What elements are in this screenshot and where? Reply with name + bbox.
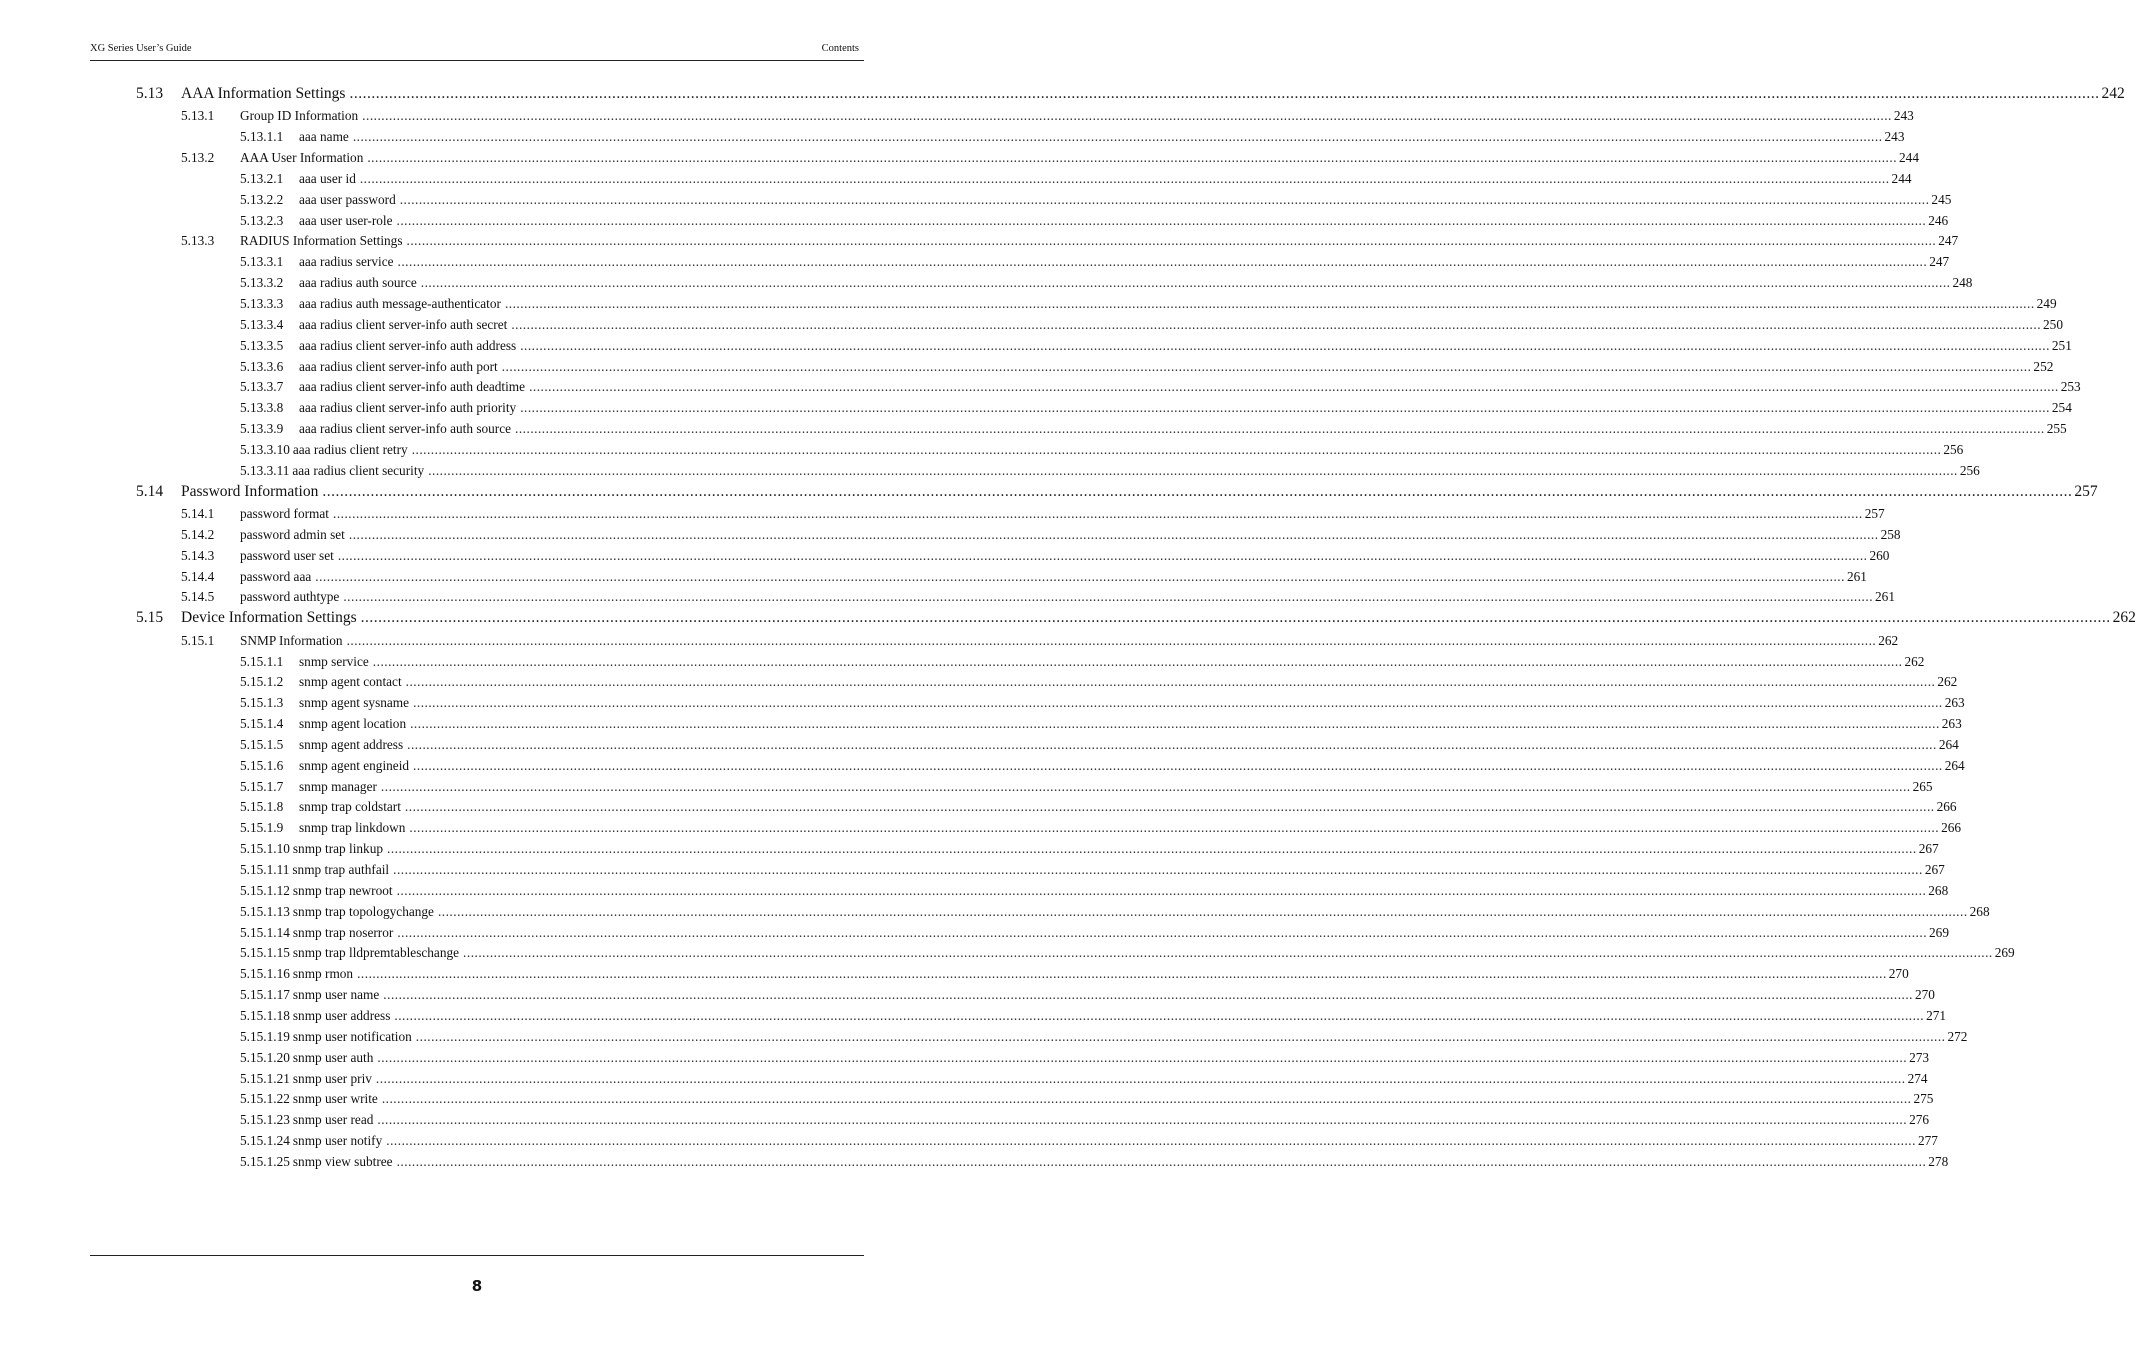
toc-entry-page: 253 <box>2060 379 2081 395</box>
page-number: 8 <box>471 1277 483 1295</box>
toc-entry-title: snmp user write <box>292 1091 378 1107</box>
toc-entry-title: snmp user read <box>292 1112 374 1128</box>
toc-entry-title: snmp trap newroot <box>292 882 393 898</box>
page-header <box>90 42 864 61</box>
toc-entry-title: AAA User Information <box>240 150 364 165</box>
toc-entry[interactable] <box>181 526 1901 543</box>
toc-entry[interactable] <box>240 129 1905 145</box>
toc-dot-leader: ................................................................................................................................................................................................................................................................................................................................................................................................................ <box>343 589 1874 605</box>
toc-entry-page: 250 <box>2043 316 2063 332</box>
toc-entry[interactable] <box>240 296 2057 312</box>
toc-entry[interactable] <box>240 736 1959 753</box>
toc-entry-number: 5.15.1.12 <box>240 882 290 898</box>
toc-entry-title: snmp user notification <box>292 1028 412 1044</box>
toc-entry-page: 261 <box>1846 568 1867 584</box>
toc-entry-page: 252 <box>2033 358 2054 374</box>
toc-entry-title: aaa user password <box>299 191 396 207</box>
toc-entry[interactable] <box>240 421 2067 437</box>
toc-dot-leader: ................................................................................................................................................................................................................................................................................................................................................................................................................ <box>420 275 1951 291</box>
toc-entry[interactable] <box>240 1112 1930 1128</box>
toc-entry-title: password authtype <box>240 589 340 605</box>
toc-entry-page: 243 <box>1884 129 1905 145</box>
toc-dot-leader: ................................................................................................................................................................................................................................................................................................................................................................................................................ <box>383 987 1913 1003</box>
toc-entry-number: 5.15.1.11 <box>240 862 290 877</box>
toc-entry-page: 256 <box>1959 462 1980 478</box>
document-title: XG Series User’s Guide <box>90 43 192 54</box>
toc-dot-leader: ................................................................................................................................................................................................................................................................................................................................................................................................................ <box>504 296 2035 311</box>
toc-entry-page: 265 <box>1912 778 1933 794</box>
toc-dot-leader: ................................................................................................................................................................................................................................................................................................................................................................................................................ <box>415 1028 1946 1044</box>
toc-entry[interactable] <box>240 191 1952 208</box>
toc-entry-page: 268 <box>1969 903 1990 919</box>
toc-entry-number: 5.13.3.10 <box>240 442 290 457</box>
toc-entry-page: 266 <box>1941 820 1962 836</box>
toc-entry-number: 5.15.1.17 <box>240 987 290 1003</box>
toc-dot-leader: ................................................................................................................................................................................................................................................................................................................................................................................................................ <box>393 862 1923 877</box>
toc-entry[interactable] <box>240 945 2015 961</box>
toc-entry[interactable] <box>240 1049 1930 1066</box>
toc-dot-leader: ................................................................................................................................................................................................................................................................................................................................................................................................................ <box>348 526 1879 542</box>
toc-entry-page: 262 <box>1904 653 1925 669</box>
toc-entry-page: 262 <box>1878 632 1899 648</box>
toc-entry-page: 274 <box>1907 1070 1928 1086</box>
toc-entry-page: 258 <box>1880 526 1901 542</box>
toc-entry-number: 5.13.2.3 <box>240 212 284 228</box>
toc-entry[interactable] <box>240 820 1962 836</box>
toc-dot-leader: ................................................................................................................................................................................................................................................................................................................................................................................................................ <box>349 85 2100 102</box>
toc-dot-leader: ................................................................................................................................................................................................................................................................................................................................................................................................................ <box>409 820 1940 836</box>
toc-entry-title: aaa radius client security <box>292 462 425 478</box>
toc-entry-number: 5.15.1.3 <box>240 695 284 711</box>
toc-entry-title: snmp manager <box>299 778 377 794</box>
toc-entry[interactable] <box>240 170 1912 187</box>
toc-entry-number: 5.13.3.11 <box>240 462 290 478</box>
toc-entry[interactable] <box>240 674 1958 690</box>
toc-entry-page: 270 <box>1914 987 1935 1003</box>
toc-dot-leader: ................................................................................................................................................................................................................................................................................................................................................................................................................ <box>515 421 2045 437</box>
toc-entry-page: 264 <box>1944 757 1965 773</box>
toc-entry-title: snmp user notify <box>292 1133 383 1148</box>
toc-entry-title: snmp agent address <box>299 736 404 752</box>
toc-dot-leader: ................................................................................................................................................................................................................................................................................................................................................................................................................ <box>404 799 1935 815</box>
toc-entry-title: snmp agent engineid <box>299 757 410 773</box>
toc-entry-number: 5.13.3.1 <box>240 254 284 270</box>
toc-entry-number: 5.15.1.21 <box>240 1070 290 1086</box>
toc-dot-leader: ................................................................................................................................................................................................................................................................................................................................................................................................................ <box>520 400 2050 416</box>
toc-dot-leader: ................................................................................................................................................................................................................................................................................................................................................................................................................ <box>410 716 1940 731</box>
toc-entry[interactable] <box>181 150 1919 166</box>
toc-entry-number: 5.13.3.3 <box>240 296 284 311</box>
toc-entry-number: 5.15.1.15 <box>240 945 290 961</box>
toc-entry-number: 5.13.3.8 <box>240 400 284 416</box>
toc-dot-leader: ................................................................................................................................................................................................................................................................................................................................................................................................................ <box>372 653 1903 669</box>
toc-entry-number: 5.14 <box>136 482 164 500</box>
toc-entry-title: Password Information <box>181 482 319 500</box>
toc-entry-page: 278 <box>1928 1153 1949 1169</box>
toc-entry[interactable] <box>240 799 1957 815</box>
toc-entry-page: 269 <box>1994 945 2015 961</box>
toc-dot-leader: ................................................................................................................................................................................................................................................................................................................................................................................................................ <box>322 482 2073 500</box>
toc-dot-leader: ................................................................................................................................................................................................................................................................................................................................................................................................................ <box>407 736 1937 752</box>
toc-entry[interactable] <box>240 254 1950 270</box>
toc-entry-page: 266 <box>1936 799 1957 815</box>
toc-dot-leader: ................................................................................................................................................................................................................................................................................................................................................................................................................ <box>428 462 1958 478</box>
toc-entry-number: 5.14.3 <box>181 547 215 563</box>
toc-entry-page: 248 <box>1952 275 1973 291</box>
toc-entry[interactable] <box>240 462 1980 479</box>
toc-dot-leader: ................................................................................................................................................................................................................................................................................................................................................................................................................ <box>386 1133 1916 1148</box>
toc-entry-title: aaa radius client server-info auth priority <box>299 400 517 416</box>
toc-entry[interactable] <box>240 1153 1949 1170</box>
toc-entry[interactable] <box>240 1091 1934 1107</box>
toc-entry-number: 5.13.3.6 <box>240 358 284 374</box>
toc-entry-title: aaa radius client server-info auth address <box>299 337 517 353</box>
toc-entry-number: 5.15.1.7 <box>240 778 284 794</box>
toc-entry-number: 5.15.1.8 <box>240 799 284 815</box>
toc-entry-title: aaa radius client retry <box>292 442 408 457</box>
toc-entry-number: 5.13.1 <box>181 108 215 124</box>
toc-entry[interactable] <box>240 358 2054 375</box>
toc-entry-title: SNMP Information <box>240 632 343 648</box>
toc-dot-leader: ................................................................................................................................................................................................................................................................................................................................................................................................................ <box>463 945 1993 961</box>
toc-entry-page: 249 <box>2036 296 2057 311</box>
toc-dot-leader: ................................................................................................................................................................................................................................................................................................................................................................................................................ <box>437 903 1968 919</box>
toc-entry[interactable] <box>181 632 1899 649</box>
toc-entry-page: 244 <box>1899 150 1919 165</box>
toc-entry-page: 272 <box>1947 1028 1968 1044</box>
toc-dot-leader: ................................................................................................................................................................................................................................................................................................................................................................................................................ <box>360 609 2111 627</box>
toc-entry-title: aaa radius client server-info auth source <box>299 421 512 437</box>
toc-entry-page: 260 <box>1869 547 1890 563</box>
toc-entry-page: 262 <box>2112 609 2136 627</box>
toc-entry[interactable] <box>240 882 1949 899</box>
toc-dot-leader: ................................................................................................................................................................................................................................................................................................................................................................................................................ <box>377 1049 1908 1065</box>
toc-entry-page: 262 <box>1937 674 1958 690</box>
toc-entry-page: 247 <box>1929 254 1950 270</box>
toc-entry-number: 5.15.1.18 <box>240 1007 290 1023</box>
toc-entry-title: snmp service <box>299 653 369 669</box>
toc-entry-title: password user set <box>240 547 334 563</box>
toc-entry-page: 270 <box>1888 966 1909 982</box>
toc-entry-page: 244 <box>1891 170 1912 186</box>
toc-entry-number: 5.15.1.22 <box>240 1091 290 1107</box>
toc-entry-title: aaa radius client server-info auth deadtime <box>299 379 526 395</box>
toc-dot-leader: ................................................................................................................................................................................................................................................................................................................................................................................................................ <box>357 966 1887 982</box>
toc-entry[interactable] <box>240 695 1965 711</box>
toc-entry-title: snmp trap lldpremtableschange <box>292 945 460 961</box>
toc-entry[interactable] <box>240 1133 1938 1149</box>
toc-entry-title: aaa radius client server-info auth secret <box>299 316 508 332</box>
toc-entry-page: 277 <box>1917 1133 1938 1148</box>
toc-entry-page: 271 <box>1926 1007 1947 1023</box>
toc-entry[interactable] <box>240 987 1935 1003</box>
toc-entry-page: 256 <box>1943 442 1964 457</box>
toc-entry[interactable] <box>240 924 1949 941</box>
toc-entry[interactable] <box>136 609 2136 627</box>
toc-dot-leader: ................................................................................................................................................................................................................................................................................................................................................................................................................ <box>337 547 1868 563</box>
toc-dot-leader: ................................................................................................................................................................................................................................................................................................................................................................................................................ <box>333 506 1863 521</box>
toc-entry-title: snmp user address <box>292 1007 391 1023</box>
toc-dot-leader: ................................................................................................................................................................................................................................................................................................................................................................................................................ <box>413 695 1943 711</box>
toc-entry-title: Group ID Information <box>240 108 359 124</box>
toc-entry-number: 5.14.2 <box>181 526 215 542</box>
toc-entry-title: snmp agent sysname <box>299 695 410 711</box>
toc-entry-title: snmp user priv <box>292 1070 372 1086</box>
toc-entry-title: snmp trap topologychange <box>292 903 434 919</box>
toc-entry-title: snmp user auth <box>292 1049 374 1065</box>
toc-entry-number: 5.13.3.5 <box>240 337 284 353</box>
toc-entry[interactable] <box>240 653 1925 670</box>
toc-entry-page: 276 <box>1909 1112 1930 1128</box>
toc-entry-title: password admin set <box>240 526 345 542</box>
toc-entry-title: password format <box>240 506 329 521</box>
toc-dot-leader: ................................................................................................................................................................................................................................................................................................................................................................................................................ <box>359 170 1890 186</box>
toc-entry[interactable] <box>240 337 2072 354</box>
toc-entry[interactable] <box>240 275 1973 291</box>
toc-entry-number: 5.13.2 <box>181 150 215 165</box>
toc-entry-number: 5.13.3.2 <box>240 275 284 291</box>
toc-entry-page: 273 <box>1909 1049 1930 1065</box>
toc-dot-leader: ................................................................................................................................................................................................................................................................................................................................................................................................................ <box>397 254 1928 270</box>
toc-dot-leader: ................................................................................................................................................................................................................................................................................................................................................................................................................ <box>375 1070 1906 1086</box>
toc-entry-title: aaa user id <box>299 170 356 186</box>
toc-entry-number: 5.15.1.4 <box>240 716 284 731</box>
toc-entry-number: 5.13 <box>136 85 164 102</box>
toc-entry-page: 243 <box>1893 108 1914 124</box>
toc-entry-number: 5.15.1.16 <box>240 966 290 982</box>
toc-dot-leader: ................................................................................................................................................................................................................................................................................................................................................................................................................ <box>413 757 1943 773</box>
toc-entry-number: 5.13.3 <box>181 233 215 249</box>
toc-entry-title: aaa radius client server-info auth port <box>299 358 498 374</box>
toc-dot-leader: ................................................................................................................................................................................................................................................................................................................................................................................................................ <box>362 108 1892 124</box>
toc-entry-title: snmp trap linkdown <box>299 820 406 836</box>
toc-entry-number: 5.15.1.10 <box>240 841 290 857</box>
toc-entry-number: 5.14.4 <box>181 568 215 584</box>
toc-dot-leader: ................................................................................................................................................................................................................................................................................................................................................................................................................ <box>387 841 1917 857</box>
toc-entry-number: 5.13.3.9 <box>240 421 284 437</box>
toc-dot-leader: ................................................................................................................................................................................................................................................................................................................................................................................................................ <box>405 674 1936 690</box>
toc-entry-number: 5.15.1.2 <box>240 674 284 690</box>
toc-entry[interactable] <box>181 506 1885 522</box>
toc-entry-number: 5.15.1.14 <box>240 924 290 940</box>
toc-entry-number: 5.14.5 <box>181 589 215 605</box>
toc-dot-leader: ................................................................................................................................................................................................................................................................................................................................................................................................................ <box>380 778 1911 794</box>
toc-entry-title: password aaa <box>240 568 312 584</box>
toc-entry-page: 247 <box>1938 233 1959 249</box>
toc-entry-title: aaa radius service <box>299 254 394 270</box>
toc-entry-page: 261 <box>1875 589 1895 605</box>
toc-entry-number: 5.15.1.19 <box>240 1028 290 1044</box>
toc-entry[interactable] <box>240 379 2081 395</box>
toc-entry-page: 255 <box>2046 421 2067 437</box>
toc-entry[interactable] <box>240 1070 1928 1087</box>
toc-dot-leader: ................................................................................................................................................................................................................................................................................................................................................................................................................ <box>377 1112 1908 1128</box>
toc-entry[interactable] <box>240 442 1964 458</box>
toc-entry-title: AAA Information Settings <box>181 85 346 102</box>
toc-entry[interactable] <box>240 400 2072 416</box>
toc-entry-page: 268 <box>1928 882 1949 898</box>
toc-entry-page: 254 <box>2051 400 2072 416</box>
toc-entry-number: 5.15.1.1 <box>240 653 284 669</box>
toc-entry[interactable] <box>240 903 1990 920</box>
toc-entry-title: aaa name <box>299 129 349 145</box>
toc-dot-leader: ................................................................................................................................................................................................................................................................................................................................................................................................................ <box>399 191 1930 207</box>
toc-entry[interactable] <box>240 212 1949 229</box>
toc-entry[interactable] <box>240 716 1962 732</box>
toc-entry[interactable] <box>240 1028 1968 1045</box>
toc-entry[interactable] <box>240 778 1933 795</box>
toc-entry[interactable] <box>181 568 1867 585</box>
toc-entry-number: 5.13.2.1 <box>240 170 284 186</box>
toc-entry-page: 245 <box>1931 191 1952 207</box>
toc-dot-leader: ................................................................................................................................................................................................................................................................................................................................................................................................................ <box>381 1091 1912 1107</box>
toc-entry-title: snmp agent contact <box>299 674 402 690</box>
toc-entry-page: 263 <box>1944 695 1965 711</box>
toc-entry-page: 264 <box>1938 736 1959 752</box>
toc-entry-number: 5.14.1 <box>181 506 215 521</box>
toc-entry-number: 5.13.1.1 <box>240 129 284 145</box>
toc-entry[interactable] <box>136 482 2098 501</box>
toc-entry-number: 5.13.3.7 <box>240 379 284 395</box>
toc-dot-leader: ................................................................................................................................................................................................................................................................................................................................................................................................................ <box>511 316 2042 332</box>
toc-entry-number: 5.15.1.24 <box>240 1133 290 1148</box>
toc-entry-title: aaa radius auth message-authenticator <box>299 296 501 311</box>
toc-entry-page: 267 <box>1918 841 1939 857</box>
toc-entry[interactable] <box>240 1007 1947 1024</box>
toc-dot-leader: ................................................................................................................................................................................................................................................................................................................................................................................................................ <box>501 358 2032 374</box>
toc-entry-number: 5.15.1.20 <box>240 1049 290 1065</box>
toc-entry-number: 5.15.1.13 <box>240 903 290 919</box>
toc-entry[interactable] <box>181 547 1890 564</box>
toc-entry-title: RADIUS Information Settings <box>240 233 403 249</box>
toc-entry-page: 257 <box>1864 506 1885 521</box>
toc-entry-page: 269 <box>1929 924 1949 940</box>
toc-entry-number: 5.15.1 <box>181 632 215 648</box>
toc-entry-page: 246 <box>1928 212 1949 228</box>
toc-entry-title: snmp rmon <box>292 966 354 982</box>
toc-entry-number: 5.15.1.6 <box>240 757 284 773</box>
toc-entry[interactable] <box>181 108 1914 124</box>
toc-entry[interactable] <box>181 589 1895 605</box>
toc-dot-leader: ................................................................................................................................................................................................................................................................................................................................................................................................................ <box>406 233 1937 249</box>
toc-entry-title: aaa radius auth source <box>299 275 417 291</box>
toc-entry-number: 5.13.2.2 <box>240 191 284 207</box>
toc-dot-leader: ................................................................................................................................................................................................................................................................................................................................................................................................................ <box>529 379 2059 395</box>
toc-entry[interactable] <box>240 757 1965 774</box>
toc-dot-leader: ................................................................................................................................................................................................................................................................................................................................................................................................................ <box>346 632 1877 648</box>
toc-dot-leader: ................................................................................................................................................................................................................................................................................................................................................................................................................ <box>352 129 1883 145</box>
toc-entry-number: 5.15.1.5 <box>240 736 284 752</box>
toc-entry-page: 251 <box>2051 337 2072 353</box>
toc-entry-page: 267 <box>1924 862 1945 877</box>
toc-entry-title: snmp trap authfail <box>292 862 390 877</box>
toc-entry-page: 257 <box>2074 482 2098 500</box>
toc-entry-title: snmp user name <box>292 987 380 1003</box>
toc-dot-leader: ................................................................................................................................................................................................................................................................................................................................................................................................................ <box>315 568 1845 584</box>
toc-dot-leader: ................................................................................................................................................................................................................................................................................................................................................................................................................ <box>396 212 1927 228</box>
toc-entry-page: 242 <box>2101 85 2125 102</box>
toc-dot-leader: ................................................................................................................................................................................................................................................................................................................................................................................................................ <box>394 1007 1925 1023</box>
toc-dot-leader: ................................................................................................................................................................................................................................................................................................................................................................................................................ <box>396 1153 1927 1169</box>
toc-entry-number: 5.15 <box>136 609 164 627</box>
toc-entry-title: snmp agent location <box>299 716 407 731</box>
toc-entry[interactable] <box>181 233 1959 249</box>
toc-entry[interactable] <box>136 85 2125 103</box>
footer-divider <box>90 1255 864 1256</box>
toc-entry[interactable] <box>240 316 2063 333</box>
toc-dot-leader: ................................................................................................................................................................................................................................................................................................................................................................................................................ <box>397 924 1928 940</box>
toc-entry-title: snmp view subtree <box>292 1153 393 1169</box>
toc-entry-page: 275 <box>1913 1091 1934 1107</box>
toc-entry-title: aaa user user-role <box>299 212 393 228</box>
toc-dot-leader: ................................................................................................................................................................................................................................................................................................................................................................................................................ <box>411 442 1942 457</box>
toc-entry-number: 5.13.3.4 <box>240 316 284 332</box>
toc-entry-title: snmp trap linkup <box>292 841 383 857</box>
toc-entry-title: snmp trap noserror <box>292 924 394 940</box>
toc-entry-title: Device Information Settings <box>181 609 357 627</box>
toc-dot-leader: ................................................................................................................................................................................................................................................................................................................................................................................................................ <box>520 337 2050 353</box>
toc-dot-leader: ................................................................................................................................................................................................................................................................................................................................................................................................................ <box>367 150 1898 165</box>
section-title: Contents <box>821 43 859 54</box>
toc-entry-number: 5.15.1.9 <box>240 820 284 836</box>
toc-entry-number: 5.15.1.25 <box>240 1153 290 1169</box>
toc-entry[interactable] <box>240 966 1909 982</box>
toc-entry[interactable] <box>240 841 1939 857</box>
toc-entry-page: 263 <box>1941 716 1962 731</box>
toc-dot-leader: ................................................................................................................................................................................................................................................................................................................................................................................................................ <box>396 882 1927 898</box>
toc-entry-title: snmp trap coldstart <box>299 799 401 815</box>
toc-entry-number: 5.15.1.23 <box>240 1112 290 1128</box>
toc-entry[interactable] <box>240 862 1945 878</box>
